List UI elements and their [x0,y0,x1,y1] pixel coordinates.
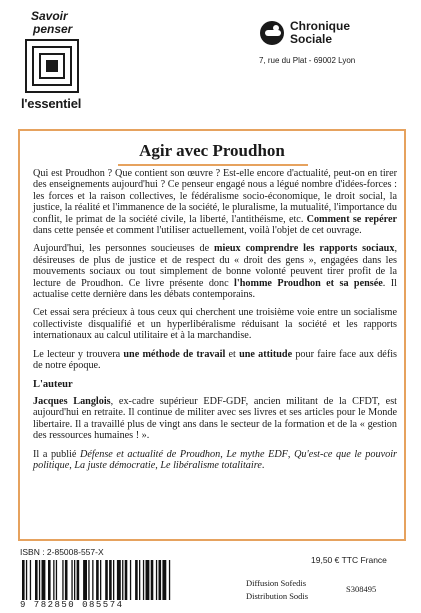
barcode-digits: 9 782850 085574 [20,600,124,610]
paragraph-intro [33,168,397,236]
emphasis-span: une attitude [239,348,293,360]
paragraph-method [33,349,397,372]
distribution-line2: Distribution Sodis [246,591,309,601]
text-span: . [261,459,265,471]
text-span: Aujourd'hui, les personnes soucieuses de [33,243,214,255]
publisher-address: 7, rue du Plat - 69002 Lyon [259,56,356,65]
collection-logo [15,10,87,110]
text-span: , [155,459,161,471]
book-reference: Le mythe EDF [226,448,288,460]
publisher-name [290,20,350,46]
publisher-emblem-icon [260,21,284,45]
paragraph-audience [33,243,397,300]
text-span: , [69,459,75,471]
text-span: dans cette pensée et comment l'utiliser actuellement, voilà l'objet de cet ouvrage. [33,225,362,237]
distribution-line1: Diffusion Sofedis [246,578,307,588]
product-code: S308495 [346,584,377,594]
text-span: , [287,448,295,460]
book-reference: La juste démocratie [74,459,156,471]
text-span: . Il actualise cette dernière dans les débats contemporains. [33,277,397,301]
emphasis-span: Comment se repérer [306,213,397,225]
publisher-name-line1: Chronique [290,19,350,33]
publisher-logo [260,20,410,65]
emphasis-span: l'homme Proudhon et sa pensée [234,277,383,289]
paragraph-essay: Cet essai sera précieux à tous ceux qui cherchent une troisième voie entre un socialisme collectiviste disqualifié et un hyperlibéralisme réduisant la société et les rapports internationaux au calcul utilitaire et à la marchandise. [33,307,397,342]
back-cover-text-box [18,129,406,541]
book-reference: Défense et actualité de Proudhon [80,448,221,460]
description-text [33,168,397,478]
text-span: , ex-cadre supérieur EDF-GDF, ancien militant de la CFDT, est aujourd'hui en retraite. Il continue de militer avec ses livres et ses articles pour le Monde libertaire. Il a travaillé plus de vingt ans dans le secteur de la formation et de la « gestion des ressources humaines ! ». [33,395,397,442]
text-span: et [225,348,240,360]
collection-name-line1: Savoir [31,9,68,23]
barcode-icon [20,560,204,600]
price-label: 19,50 € TTC France [311,555,387,565]
emphasis-span: mieux comprendre les rapports sociaux [214,243,395,255]
book-title: Agir avec Proudhon [139,141,285,160]
paragraph-author-bio [33,396,397,442]
paragraph-publications [33,449,397,472]
collection-name-line2: penser [33,22,73,36]
isbn-label: ISBN : 2-85008-557-X [20,547,104,557]
text-span: pour faire face aux défis de notre époque. [33,348,398,372]
book-reference: Le libéralisme totalitaire [160,459,262,471]
book-reference: Qu'est-ce que le pouvoir politique [33,448,398,471]
nested-squares-logo-icon [25,39,79,93]
text-span: Qui est Proudhon ? Que contient son œuvre ? Est-elle encore d'actualité, peut-on en tirer des enseignements aujourd'hui ? Ce penseur engagé nous a légué nombre d'idées-forces : les forces et la raison collectives, le fédéralisme socio-économique, le droit social, la justice, la réalité et l'immanence de la société, le pluralisme, la mutualité, l'importance du conflit, le primat de la société civile, la liberté, l'antithéisme, etc. [33,168,397,225]
text-span: , désireuses de plus de justice et de respect du « droit des gens », engagées dans les mouvements sociaux ou tout simplement de bonne volonté peuvent tirer profit de la lecture de Proudhon. Ce livre présente donc [33,243,397,289]
title-underline [118,164,308,166]
collection-name-line3: l'essentiel [21,96,82,111]
text-span: , [220,448,227,460]
publisher-name-line2: Sociale [290,32,333,46]
text-span: Le lecteur y trouvera [33,348,124,360]
emphasis-span: une méthode de travail [123,348,226,360]
author-name: Jacques Langlois [33,395,111,407]
author-heading: L'auteur [33,378,73,390]
text-span: Il a publié [33,448,81,460]
